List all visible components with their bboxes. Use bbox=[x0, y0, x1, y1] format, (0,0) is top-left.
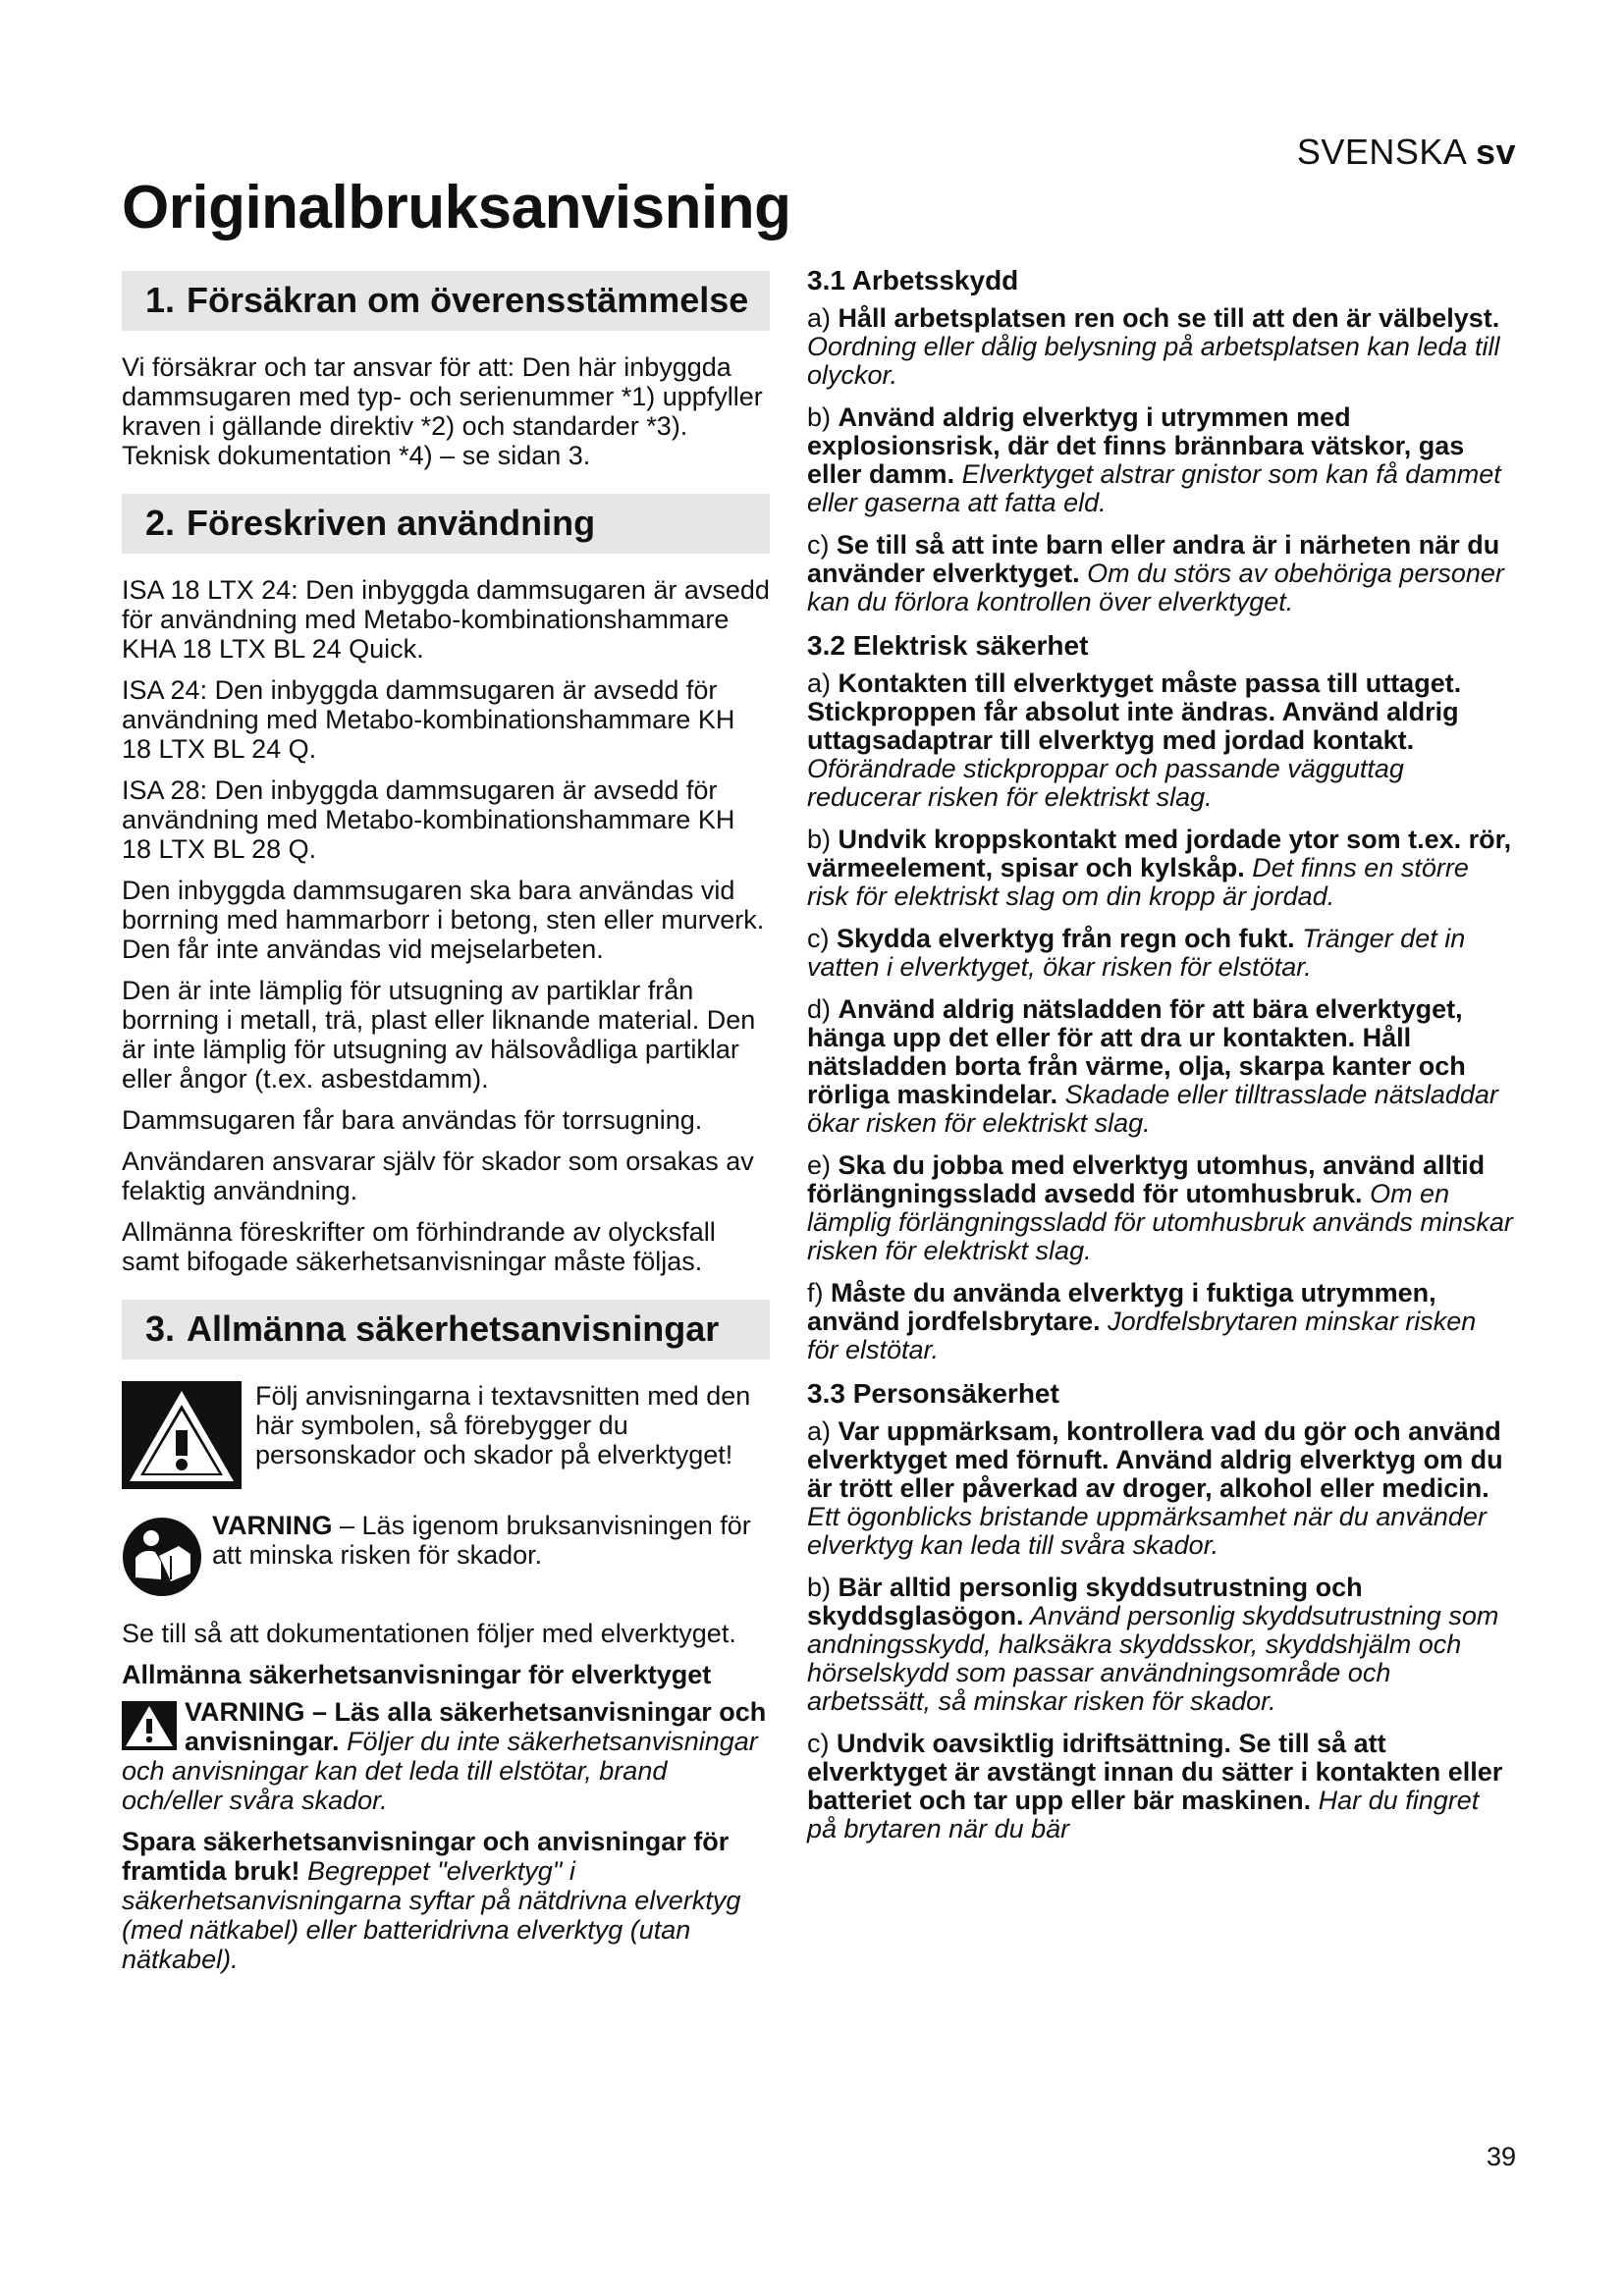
safety-rule bbox=[807, 1279, 1514, 1364]
documentation-note: Se till så att dokumentationen följer med elverktyget. bbox=[122, 1619, 736, 1648]
rule-italic: Ett ögonblicks bristande uppmärksamhet när du använder elverktyg kan leda till svåra skador. bbox=[807, 1502, 1487, 1560]
language-header bbox=[1297, 132, 1516, 173]
save-instructions-italic: Begreppet "elverktyg" i säkerhetsanvisningarna syftar på nätdrivna elverktyg (med nätkabel) eller batteridrivna elverktyg (utan nätkabel). bbox=[122, 1856, 741, 1974]
section-title: Föreskriven användning bbox=[187, 503, 596, 543]
safety-rule bbox=[807, 1417, 1514, 1560]
section-2-heading bbox=[122, 494, 770, 554]
read-manual-icon bbox=[122, 1517, 202, 1597]
rule-italic: Om du störs av obehöriga personer kan du förlora kontrollen över elverktyget. bbox=[807, 559, 1504, 616]
safety-rule bbox=[807, 826, 1514, 911]
rule-bold: Undvik kroppskontakt med jordade ytor som t.ex. rör, värmeelement, spisar och kylskåp. bbox=[807, 825, 1512, 882]
rule-label: a) bbox=[807, 1416, 839, 1446]
warning-read-all bbox=[122, 1697, 770, 1815]
safety-rule bbox=[807, 925, 1514, 982]
rule-bold: Se till så att inte barn eller andra är i närheten när du använder elverktyget. bbox=[807, 530, 1500, 588]
save-instructions-bold: Spara säkerhetsanvisningar och anvisningar för framtida bruk! bbox=[122, 1827, 730, 1886]
section-title: Försäkran om överensstämmelse bbox=[187, 280, 749, 320]
declaration-text: Vi försäkrar och tar ansvar för att: Den här inbyggda dammsugaren med typ- och serienummer *1) uppfyller kraven i gällande direktiv *2) och standarder *3). Teknisk dokumentation *4) – se sidan 3. bbox=[122, 352, 763, 470]
rule-label: e) bbox=[807, 1150, 839, 1180]
safety-rule bbox=[807, 669, 1514, 812]
warning-read-all-italic: Följer du inte säkerhetsanvisningar och anvisningar kan det leda till elstötar, brand och/eller svåra skador. bbox=[122, 1727, 758, 1815]
rule-italic: Använd personlig skyddsutrustning som andningsskydd, halksäkra skyddsskor, skyddshjälm och hörselskydd som passar användningsområde och arbetssätt, så minskar risken för skador. bbox=[807, 1601, 1499, 1716]
safety-rule bbox=[807, 1730, 1514, 1843]
warning-triangle-small-icon bbox=[122, 1701, 177, 1750]
rule-italic: Skadade eller tilltrasslade nätsladdar ökar risken för elektriskt slag. bbox=[807, 1080, 1498, 1138]
rule-italic: Oförändrade stickproppar och passande vägguttag reducerar risken för elektriskt slag. bbox=[807, 754, 1404, 812]
warning-read-manual bbox=[212, 1511, 770, 1570]
read-manual-row bbox=[122, 1511, 770, 1597]
document-title: Originalbruksanvisning bbox=[122, 174, 791, 241]
usage-paragraph: Allmänna föreskrifter om förhindrande av olycksfall samt bifogade säkerhetsanvisningar måste följas. bbox=[122, 1217, 716, 1276]
rule-label: a) bbox=[807, 303, 839, 333]
rule-bold: Använd aldrig nätsladden för att bära elverktyget, hänga upp det eller för att dra ur kontakten. Håll nätsladden borta från värme, olja, skarpa kanter och rörliga maskindelar. bbox=[807, 994, 1466, 1109]
section-number: 3. bbox=[145, 1308, 176, 1349]
rule-italic: Oordning eller dålig belysning på arbetsplatsen kan leda till olyckor. bbox=[807, 332, 1500, 390]
rule-label: d) bbox=[807, 994, 839, 1024]
warning-symbol-row bbox=[122, 1381, 770, 1489]
rule-label: b) bbox=[807, 1573, 839, 1602]
left-column bbox=[122, 271, 770, 1986]
usage-paragraph: Den inbyggda dammsugaren ska bara användas vid borrning med hammarborr i betong, sten eller murverk. Den får inte användas vid mejselarbeten. bbox=[122, 876, 765, 964]
section-title: Allmänna säkerhetsanvisningar bbox=[187, 1308, 720, 1349]
usage-paragraph: ISA 18 LTX 24: Den inbyggda dammsugaren är avsedd för användning med Metabo-kombinationshammare KHA 18 LTX BL 24 Quick. bbox=[122, 575, 770, 664]
rule-bold: Var uppmärksam, kontrollera vad du gör och använd elverktyget med förnuft. Använd aldrig elverktyg om du är trött eller påverkad av droger, alkohol eller medicin. bbox=[807, 1416, 1503, 1503]
rule-bold: Undvik oavsiktlig idriftsättning. Se till så att elverktyget är avstängt innan du sätter i kontakten eller batteriet och tar upp eller bär maskinen. bbox=[807, 1729, 1503, 1815]
rule-bold: Måste du använda elverktyg i fuktiga utrymmen, använd jordfelsbrytare. bbox=[807, 1278, 1436, 1336]
usage-paragraph: ISA 24: Den inbyggda dammsugaren är avsedd för användning med Metabo-kombinationshammare KH 18 LTX BL 24 Q. bbox=[122, 675, 735, 764]
section-number: 1. bbox=[145, 280, 176, 320]
safety-rule bbox=[807, 1574, 1514, 1716]
rule-bold: Bär alltid personlig skyddsutrustning och skyddsglasögon. bbox=[807, 1573, 1363, 1630]
rule-label: b) bbox=[807, 825, 839, 854]
subsection-heading: 3.1 Arbetsskydd bbox=[807, 265, 1019, 295]
rule-bold: Kontakten till elverktyget måste passa till uttaget. Stickproppen får absolut inte ändras. Använd aldrig uttagsadaptrar till elverktyg med jordad kontakt. bbox=[807, 668, 1462, 755]
rule-label: b) bbox=[807, 402, 839, 432]
language-code: sv bbox=[1475, 132, 1516, 172]
safety-rule bbox=[807, 995, 1514, 1138]
section-number: 2. bbox=[145, 503, 176, 543]
rule-bold: Använd aldrig elverktyg i utrymmen med explosionsrisk, där det finns brännbara vätskor, gas eller damm. bbox=[807, 402, 1465, 489]
usage-paragraph: Dammsugaren får bara användas för torrsugning. bbox=[122, 1105, 703, 1135]
section-1-heading bbox=[122, 271, 770, 331]
rule-bold: Håll arbetsplatsen ren och se till att den är välbelyst. bbox=[838, 303, 1500, 333]
rule-bold: Ska du jobba med elverktyg utomhus, använd alltid förlängningssladd avsedd för utomhusbruk. bbox=[807, 1150, 1486, 1208]
rule-label: c) bbox=[807, 530, 837, 560]
usage-paragraph: Användaren ansvarar själv för skador som orsakas av felaktig användning. bbox=[122, 1147, 754, 1205]
rule-italic: Elverktyget alstrar gnistor som kan få dammet eller gaserna att fatta eld. bbox=[807, 459, 1501, 517]
rule-italic: Har du fingret på brytaren när du bär bbox=[807, 1786, 1480, 1843]
safety-rule bbox=[807, 403, 1514, 517]
safety-rule bbox=[807, 304, 1514, 390]
rule-italic: Tränger det in vatten i elverktyget, ökar risken för elstötar. bbox=[807, 924, 1466, 982]
language-name: SVENSKA bbox=[1296, 132, 1466, 172]
rule-italic: Om en lämplig förlängningssladd för utomhusbruk används minskar risken för elektriskt slag. bbox=[807, 1179, 1513, 1265]
rule-bold: Skydda elverktyg från regn och fukt. bbox=[837, 924, 1295, 953]
rule-label: c) bbox=[807, 924, 837, 953]
rule-italic: Det finns en större risk för elektriskt slag om din kropp är jordad. bbox=[807, 853, 1469, 911]
right-column bbox=[807, 265, 1514, 1857]
section-3-heading bbox=[122, 1300, 770, 1360]
varning-label: VARNING bbox=[212, 1511, 333, 1540]
safety-rule bbox=[807, 1151, 1514, 1265]
save-instructions bbox=[122, 1827, 770, 1974]
usage-paragraph: Den är inte lämplig för utsugning av partiklar från borrning i metall, trä, plast eller liknande material. Den är inte lämplig för utsugning av hälsovådliga partiklar eller ångor (t.ex. asbestdamm). bbox=[122, 976, 756, 1094]
safety-rule bbox=[807, 531, 1514, 616]
rule-label: f) bbox=[807, 1278, 831, 1308]
warning-read-all-bold: VARNING – Läs alla säkerhetsanvisningar och anvisningar. bbox=[185, 1697, 767, 1756]
usage-paragraph: ISA 28: Den inbyggda dammsugaren är avsedd för användning med Metabo-kombinationshammare KH 18 LTX BL 28 Q. bbox=[122, 775, 735, 864]
symbol-explanation: Följ anvisningarna i textavsnitten med den här symbolen, så förebygger du personskador och skador på elverktyget! bbox=[255, 1381, 751, 1469]
subsection-heading: 3.2 Elektrisk säkerhet bbox=[807, 630, 1089, 661]
warning-triangle-icon bbox=[122, 1381, 242, 1489]
varning-text: – Läs igenom bruksanvisningen för att minska risken för skador. bbox=[212, 1511, 751, 1570]
rule-label: c) bbox=[807, 1729, 837, 1758]
rule-italic: Jordfelsbrytaren minskar risken för elstötar. bbox=[807, 1307, 1477, 1364]
general-safety-heading: Allmänna säkerhetsanvisningar för elverktyget bbox=[122, 1660, 712, 1689]
rule-label: a) bbox=[807, 668, 839, 698]
page-number: 39 bbox=[1486, 2142, 1516, 2171]
subsection-heading: 3.3 Personsäkerhet bbox=[807, 1378, 1059, 1409]
